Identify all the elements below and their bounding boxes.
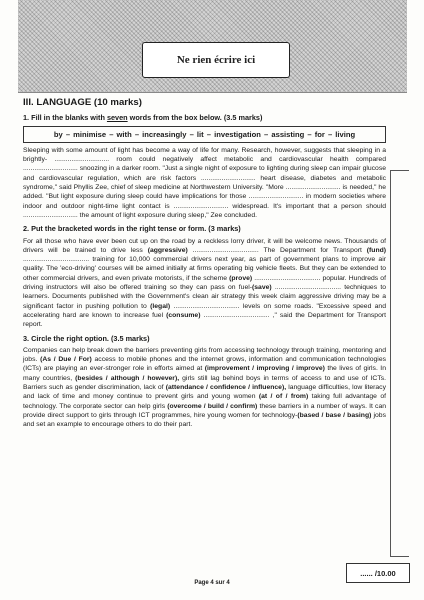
q2-segment: ................................... The Department for Transport	[187, 246, 367, 254]
question-2-title: 2. Put the bracketed words in the right tense or form. (3 marks)	[23, 224, 241, 234]
question-1-text: Sleeping with some amount of light has become a way of life for many. Research, however, suggests that sleeping in a brightly- ............................. room could negatively affect metabolic and cardiovascular health compared ............................. snoozing in a darker room. "Just a single night of exposure to lighting during sleep can impair glucose and cardiovascular regulation, which are risk factors ............................. heart disease, diabetes and metabolic syndrome," said Phyllis Zee, chief of sleep medicine at Northwestern University. "More ............................. is needed," he added. "But light exposure during sleep could have implications for those ............................. in modern societies where indoor and outdoor night-time light contact is ............................. widespread. It's important that a person should ............................. the amount of light exposure during sleep," Zee concluded.	[23, 146, 386, 219]
language-section	[23, 98, 386, 434]
q2-segment: ................................... ," said the Department for Transport report.	[23, 311, 387, 329]
q2-segment: For all those who have ever been cut up on the road by a reckless lorry driver, it will be welcome news. Thousands of drivers will be trained to drive less	[23, 237, 386, 254]
q3-segment: Companies can help break down the barriers preventing girls from accessing technology through training, mentoring and jobs.	[23, 346, 386, 364]
do-not-write-notice: Ne rien écrire ici	[142, 42, 290, 78]
page-footer: Page 4 sur 4	[194, 580, 230, 586]
q1-title-pre: 1. Fill in the blanks with	[23, 113, 107, 123]
q3-segment: the lives of girls. In many countries,	[23, 365, 386, 382]
q2-segment: ................................... training for 10,000 commercial drivers next year, as part of government plans to improve air quality. The 'eco-driving' courses will be aimed initially at firms operating big vehicle fleets. But they can be extended to other commercial drivers, and even private motorists, if the scheme	[23, 256, 386, 282]
question-2-text	[23, 237, 386, 330]
q3-segment: jobs and set an example to encourage others to do their part.	[23, 411, 386, 429]
q1-title-post: words from the box below. (3.5 marks)	[127, 113, 263, 123]
word-box: by – minimise – with – increasingly – lit – investigation – assisting – for – living	[23, 126, 386, 143]
q1-title-underlined: seven	[106, 113, 128, 123]
q3-segment: girls still lag behind boys in terms of access to and use of ICTs. Barriers such as gender discrimination, lack of	[23, 374, 386, 392]
q3-option: (attendance / confidence / influence),	[165, 384, 287, 392]
q2-bracketed-word: (prove)	[229, 274, 253, 282]
margin-rail	[390, 170, 409, 557]
q3-option: (overcome / build / confirm)	[167, 402, 258, 410]
q3-segment: access to mobile phones and the internet grows, information and communication technologies (ICTs) are playing an ever-stronger role in efforts aimed at	[23, 356, 386, 373]
q2-bracketed-word: (consume)	[166, 311, 201, 319]
section-title: III. LANGUAGE (10 marks)	[23, 97, 142, 108]
question-1-title	[23, 113, 386, 122]
q2-segment: ................................... popular. Hundreds of driving instructors will also be offered training so they can pass on fuel-	[23, 274, 386, 292]
q2-bracketed-word: (legal)	[150, 302, 171, 310]
score-box: ...... /10.00	[346, 563, 410, 583]
q3-option: (at / of / from)	[258, 393, 309, 401]
q2-segment: ................................... techniques to learners. Documents published with the Government's clean air strategy this week claim aggressive driving may be a significant factor in pushing pollution to	[23, 284, 386, 310]
q2-bracketed-word: (aggressive)	[147, 246, 188, 254]
q2-bracketed-word: (fund)	[366, 246, 387, 254]
question-3-text	[23, 346, 386, 430]
q2-bracketed-word: (save)	[252, 284, 272, 292]
q3-option: (improvement / improving / improve)	[204, 365, 325, 373]
q3-option: (As / Due / For)	[40, 356, 92, 364]
q3-option: (based / base / basing)	[297, 411, 372, 419]
q3-segment: these barriers in a number of ways. It can provide direct support to girls through ICT programmes, hire young women for technology-	[23, 402, 386, 419]
q3-segment: taking full advantage of technology. The corporate sector can help girls	[23, 393, 387, 410]
q3-option: (besides / although / however),	[75, 374, 180, 382]
question-3-title: 3. Circle the right option. (3.5 marks)	[23, 333, 150, 343]
q3-segment: language difficulties, low literacy and lack of time and money continue to prevent girls and young women	[23, 384, 386, 401]
q2-segment: ................................... levels on some roads. "Excessive speed and accelerating hard are known to increase fuel	[23, 302, 386, 319]
